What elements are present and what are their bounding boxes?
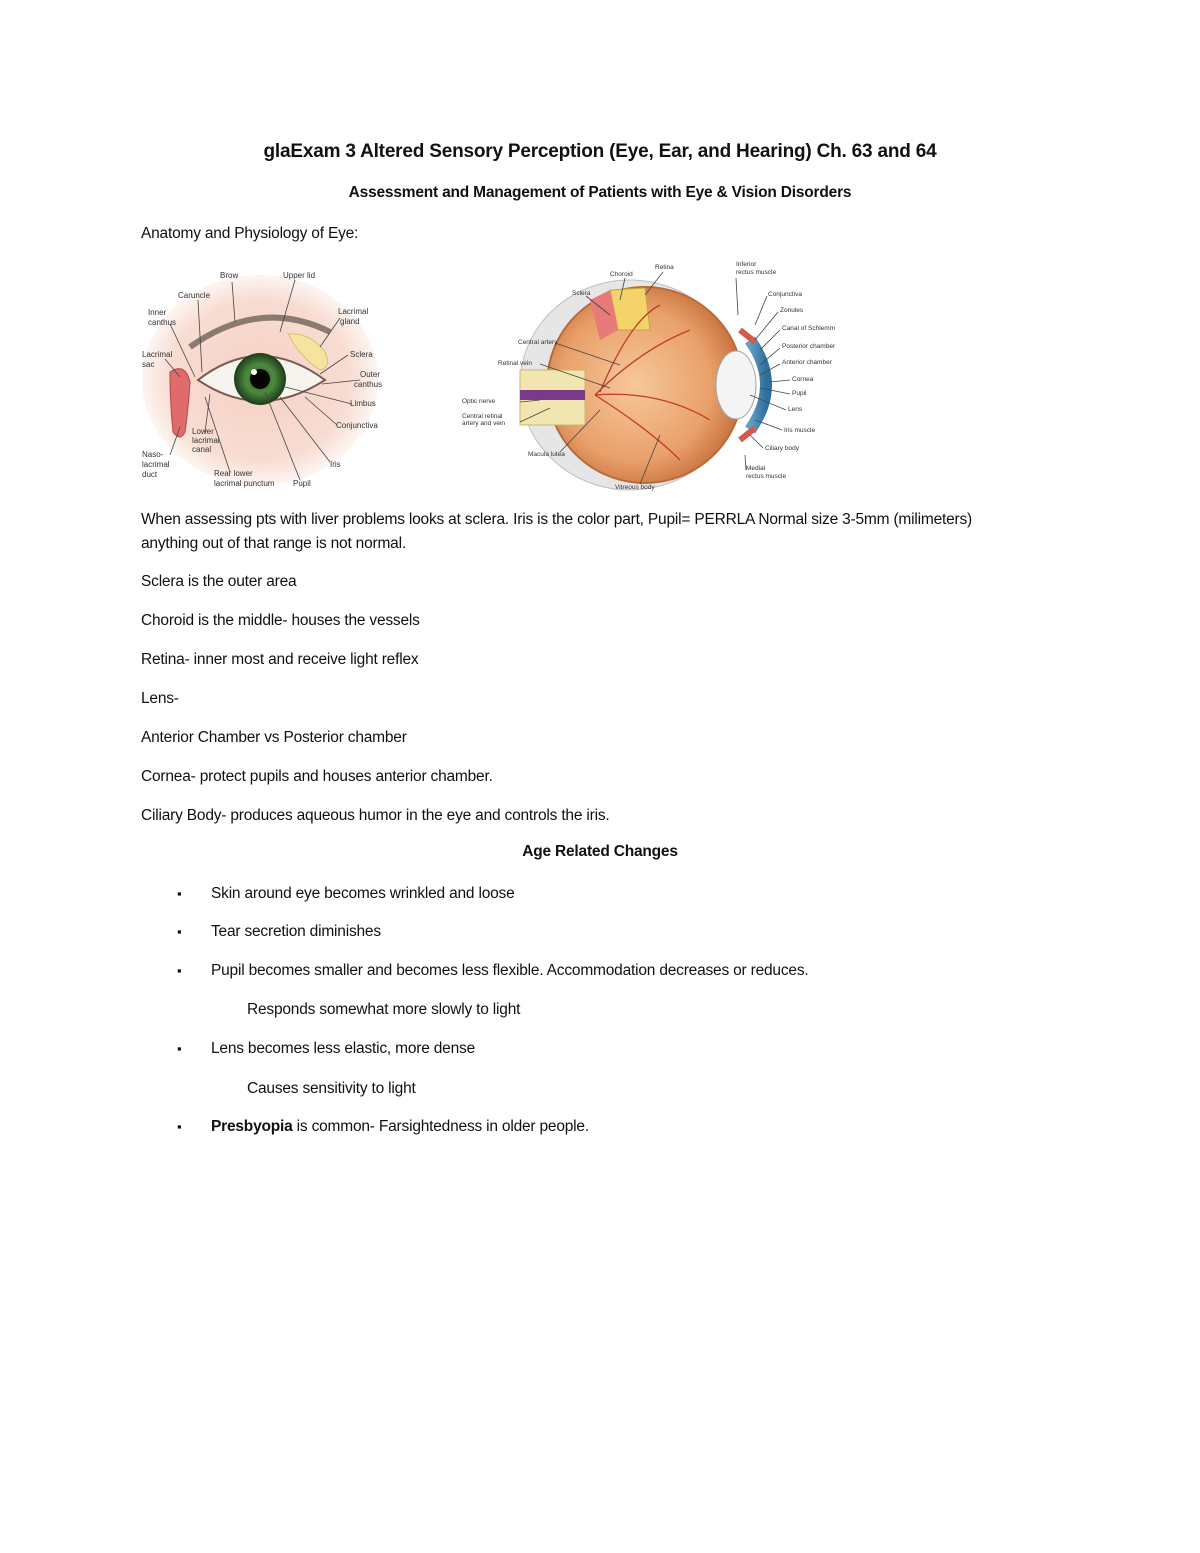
label-vitreous-body: Vitreous body (615, 484, 655, 491)
ciliary-note: Ciliary Body- produces aqueous humor in the eye and controls the iris. (141, 807, 610, 824)
label-canal-schlemm: Canal of Schlemm (782, 325, 836, 332)
label-conjunctiva: Conjunctiva (336, 421, 378, 430)
label-lacrimal-sac-2: sac (142, 360, 155, 369)
list-item-text (211, 1115, 589, 1139)
label-pupil-int: Pupil (792, 390, 807, 397)
external-eye-figure (140, 262, 390, 494)
label-cornea: Cornea (792, 376, 814, 383)
label-caruncle: Caruncle (178, 291, 211, 300)
label-iris-muscle: Iris muscle (784, 427, 816, 434)
choroid-note: Choroid is the middle- houses the vessels (141, 612, 420, 629)
label-lacrimal-sac-1: Lacrimal (142, 350, 173, 359)
label-posterior-chamber: Posterior chamber (782, 343, 836, 350)
label-nasolacrimal-1: Naso- (142, 450, 164, 459)
liver-note-line-1: When assessing pts with liver problems looks at sclera. Iris is the color part, Pupil= PERRLA Normal size 3-5mm (milimeters) (141, 511, 972, 528)
label-lower-canal-2: lacrimal (192, 436, 220, 445)
retina-note: Retina- inner most and receive light reflex (141, 651, 419, 668)
internal-eye-figure (460, 260, 840, 494)
label-sclera-int: Sclera (572, 290, 591, 297)
label-nasolacrimal-3: duct (142, 470, 158, 479)
presbyopia-term: Presbyopia (211, 1118, 293, 1135)
cornea-note: Cornea- protect pupils and houses anterior chamber. (141, 768, 493, 785)
label-lower-canal-1: Lower (192, 427, 214, 436)
label-punctum-1: Rear lower (214, 469, 253, 478)
label-iris: Iris (330, 460, 341, 469)
label-conjunctiva-int: Conjunctiva (768, 291, 802, 298)
label-inferior-rectus-2: rectus muscle (736, 269, 777, 276)
label-lens: Lens (788, 406, 803, 413)
label-anterior-chamber: Anterior chamber (782, 359, 832, 366)
lens-note: Lens- (141, 690, 179, 707)
label-optic-nerve: Optic nerve (462, 398, 496, 405)
pupil-highlight (251, 369, 257, 375)
label-lacrimal-gland-1: Lacrimal (338, 307, 369, 316)
label-zonules: Zonules (780, 307, 804, 314)
label-central-retinal-1: Central retinal (462, 413, 503, 420)
label-central-artery: Central artery (518, 339, 558, 346)
list-item-text: Pupil becomes smaller and becomes less flexible. Accommodation decreases or reduces. (211, 962, 809, 979)
label-upper-lid: Upper lid (283, 271, 316, 280)
label-medial-rectus-1: Medial (746, 465, 766, 472)
label-lacrimal-gland-2: gland (340, 317, 360, 326)
label-sclera: Sclera (350, 350, 373, 359)
list-item-text: Lens becomes less elastic, more dense (211, 1040, 475, 1057)
list-item-text: Tear secretion diminishes (211, 923, 381, 940)
label-central-retinal-2: artery and vein (462, 420, 505, 427)
label-lower-canal-3: canal (192, 445, 212, 454)
label-pupil: Pupil (293, 479, 311, 488)
lens-shape (716, 351, 756, 419)
page-title: glaExam 3 Altered Sensory Perception (Eye, Ear, and Hearing) Ch. 63 and 64 (263, 141, 937, 162)
label-nasolacrimal-2: lacrimal (142, 460, 170, 469)
label-ciliary-body: Ciliary body (765, 445, 799, 452)
age-changes-heading: Age Related Changes (522, 843, 678, 860)
liver-note-line-2: anything out of that range is not normal. (141, 535, 406, 552)
bullet-icon: ▪ (177, 1119, 182, 1134)
label-limbus: Limbus (350, 399, 376, 408)
page-subtitle: Assessment and Management of Patients with Eye & Vision Disorders (348, 184, 852, 201)
label-medial-rectus-2: rectus muscle (746, 473, 787, 480)
bullet-icon: ▪ (177, 924, 182, 939)
intro-line: Anatomy and Physiology of Eye: (141, 225, 359, 242)
chamber-note: Anterior Chamber vs Posterior chamber (141, 729, 407, 746)
label-punctum-2: lacrimal punctum (214, 479, 275, 488)
label-inferior-rectus-1: Inferior (736, 261, 757, 268)
list-item-subtext: Causes sensitivity to light (247, 1080, 416, 1097)
label-macula-lutea: Macula lutea (528, 451, 565, 458)
sclera-note: Sclera is the outer area (141, 573, 297, 590)
label-brow: Brow (220, 271, 239, 280)
bullet-icon: ▪ (177, 886, 182, 901)
label-choroid: Choroid (610, 271, 633, 278)
central-vessels-shape (520, 390, 585, 400)
list-item-text: Skin around eye becomes wrinkled and loose (211, 885, 515, 902)
presbyopia-definition: is common- Farsightedness in older people. (292, 1118, 589, 1135)
list-item-subtext: Responds somewhat more slowly to light (247, 1001, 521, 1018)
label-inner-canthus-1: Inner (148, 308, 167, 317)
label-inner-canthus-2: canthus (148, 318, 177, 327)
label-outer-canthus-2: canthus (354, 380, 383, 389)
label-retinal-vein: Retinal vein (498, 360, 532, 367)
label-outer-canthus-1: Outer (360, 370, 381, 379)
label-retina: Retina (655, 264, 674, 271)
bullet-icon: ▪ (177, 1041, 182, 1056)
bullet-icon: ▪ (177, 963, 182, 978)
